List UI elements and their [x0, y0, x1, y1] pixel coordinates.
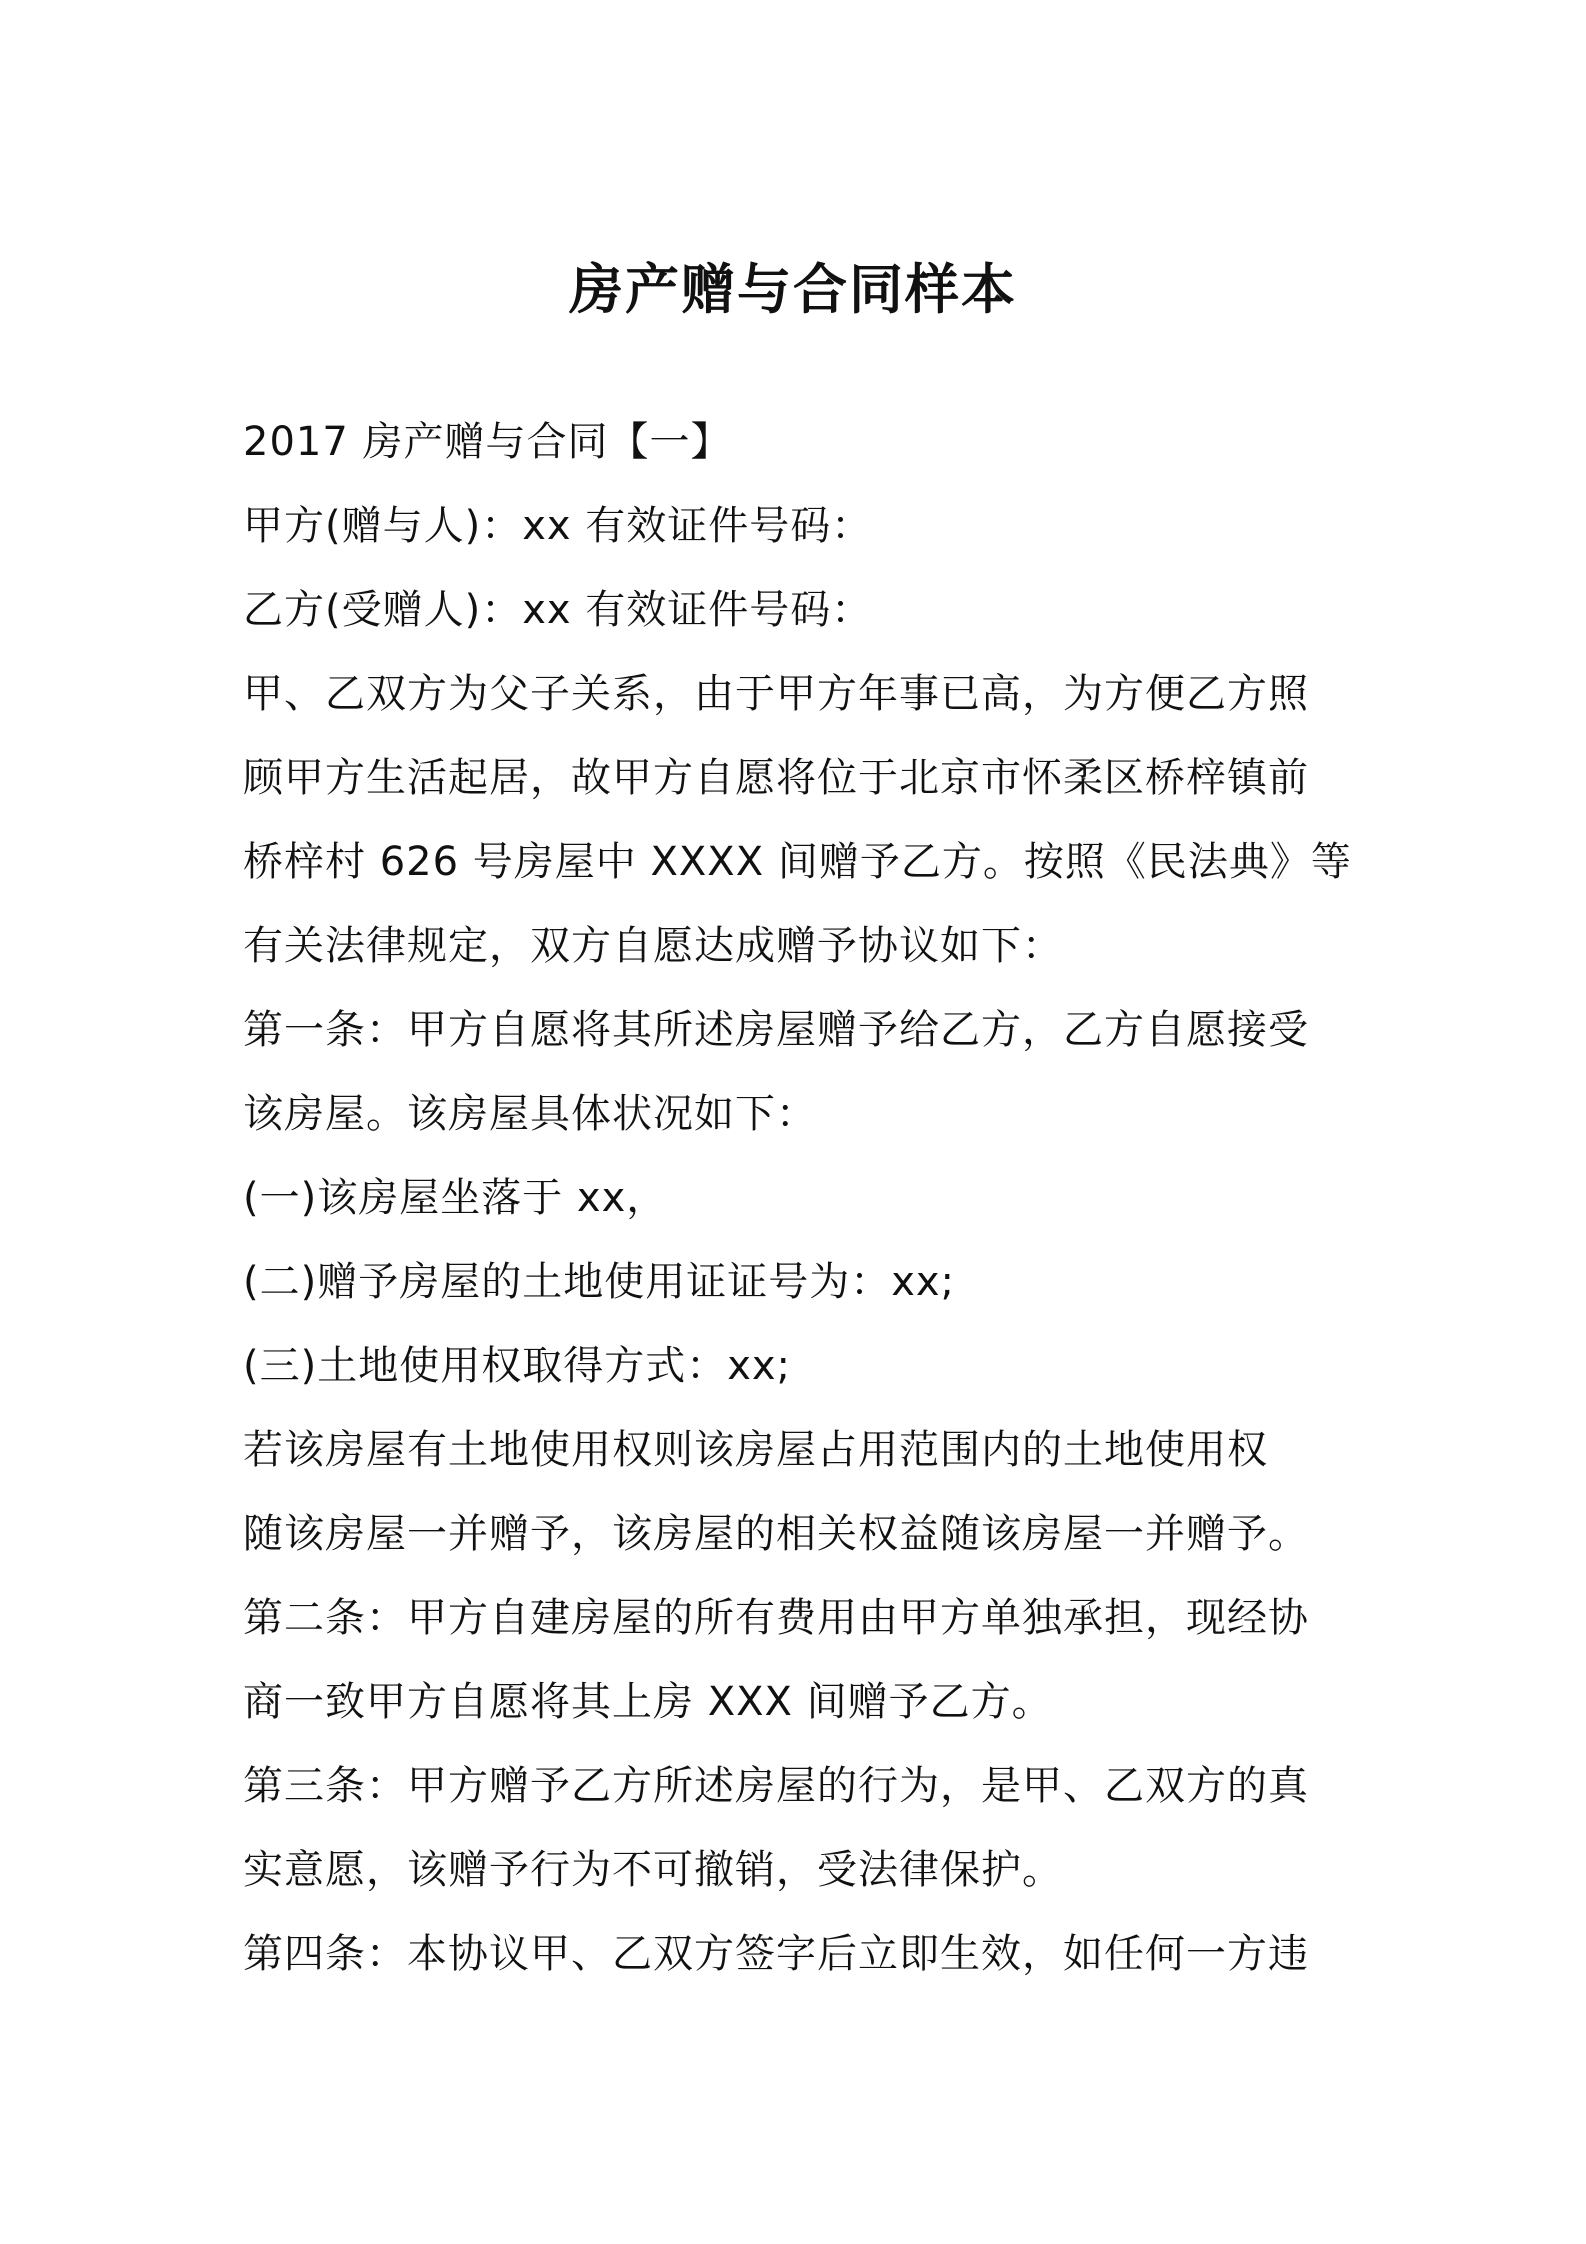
body-line: 有关法律规定，双方自愿达成赠予协议如下： [243, 923, 1063, 969]
body-line: 桥梓村 626 号房屋中 XXXX 间赠予乙方。按照《民法典》等 [243, 839, 1352, 885]
body-line: 2017 房产赠与合同【一】 [243, 419, 732, 465]
body-line: 顾甲方生活起居，故甲方自愿将位于北京市怀柔区桥梓镇前 [243, 755, 1309, 801]
body-line: 乙方(受赠人)：xx 有效证件号码： [243, 587, 873, 633]
body-line: 若该房屋有土地使用权则该房屋占用范围内的土地使用权 [243, 1427, 1268, 1473]
body-line: (一)该房屋坐落于 xx， [243, 1175, 668, 1221]
document-title: 房产赠与合同样本 [569, 258, 1017, 321]
body-line: 随该房屋一并赠予，该房屋的相关权益随该房屋一并赠予。 [243, 1511, 1309, 1557]
body-line: 实意愿，该赠予行为不可撤销，受法律保护。 [243, 1847, 1063, 1893]
body-line: 第四条：本协议甲、乙双方签字后立即生效，如任何一方违 [243, 1931, 1309, 1977]
body-line: (二)赠予房屋的土地使用证证号为：xx; [243, 1259, 956, 1305]
body-line: 第一条：甲方自愿将其所述房屋赠予给乙方，乙方自愿接受 [243, 1007, 1309, 1053]
body-line: 第二条：甲方自建房屋的所有费用由甲方单独承担，现经协 [243, 1595, 1309, 1641]
body-line: 商一致甲方自愿将其上房 XXX 间赠予乙方。 [243, 1679, 1053, 1725]
body-line: 甲、乙双方为父子关系，由于甲方年事已高，为方便乙方照 [243, 671, 1309, 717]
body-line: 该房屋。该房屋具体状况如下： [243, 1091, 817, 1137]
body-line: (三)土地使用权取得方式：xx; [243, 1343, 792, 1389]
body-line: 第三条：甲方赠予乙方所述房屋的行为，是甲、乙双方的真 [243, 1763, 1309, 1809]
document-body [243, 400, 1353, 1996]
body-line: 甲方(赠与人)：xx 有效证件号码： [243, 503, 873, 549]
